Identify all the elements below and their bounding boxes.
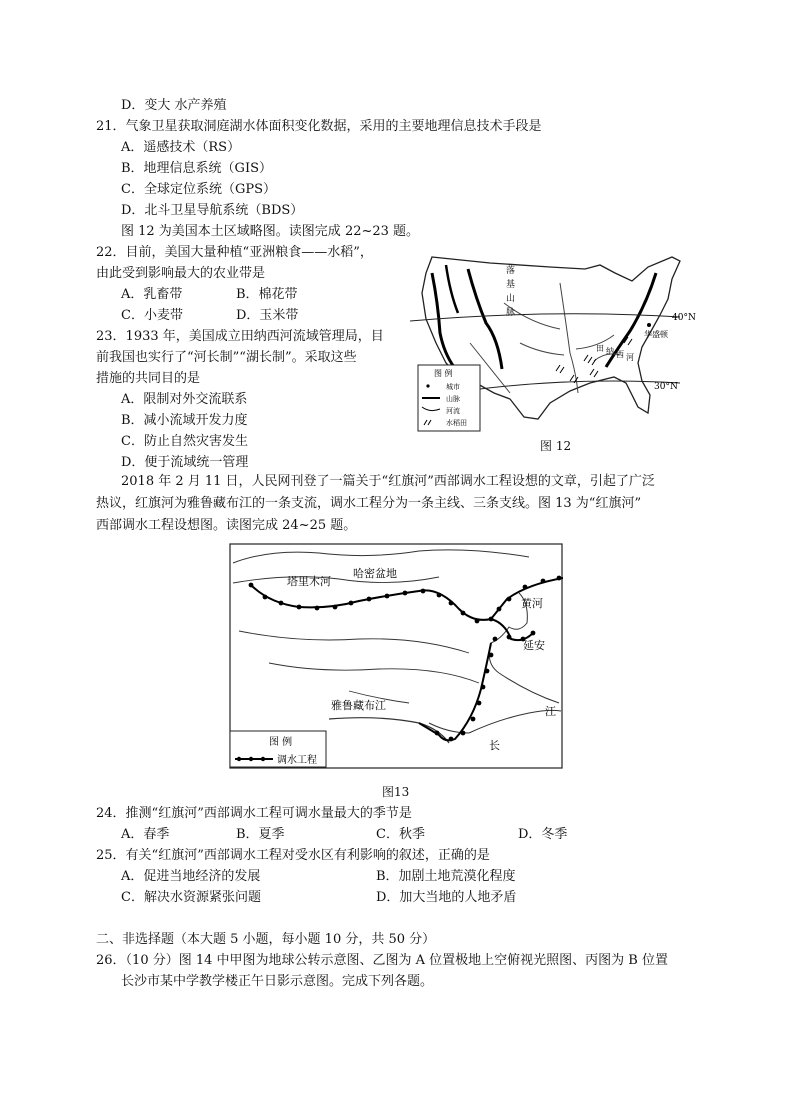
legend-city-icon bbox=[426, 384, 429, 387]
q24-option-d: D．冬季 bbox=[518, 827, 568, 842]
lat-40n-label: 40°N bbox=[672, 313, 696, 323]
chang-label: 长 bbox=[489, 739, 500, 752]
legend-mountain-label: 山脉 bbox=[446, 395, 460, 403]
q26-line2: 长沙市某中学教学楼正午日影示意图。完成下列各题。 bbox=[121, 974, 434, 989]
q22-stem-line1: 22．目前，美国大量种植“亚洲粮食——水稻”， bbox=[96, 245, 373, 260]
fig13-hongqi-map bbox=[229, 543, 563, 769]
fig13-legend-title: 图 例 bbox=[269, 737, 293, 748]
p2018-line1: 2018 年 2 月 11 日，人民网刊登了一篇关于“红旗河”西部调水工程设想的文章，引起了广泛 bbox=[121, 474, 655, 489]
q23-option-b: B．减小流域开发力度 bbox=[121, 413, 248, 428]
q26-line1: 26．（10 分）图 14 中甲图为地球公转示意图、乙图为 A 位置极地上空俯视光照图、丙图为 B 位置 bbox=[96, 953, 668, 968]
q24-option-b: B．夏季 bbox=[236, 827, 285, 842]
yanan-label: 延安 bbox=[523, 639, 545, 652]
fig12-usa-map bbox=[410, 243, 700, 433]
section2-heading: 二、非选择题（本大题 5 小题，每小题 10 分，共 50 分） bbox=[96, 932, 436, 947]
legend-river-label: 河流 bbox=[446, 407, 460, 415]
fig12-caption: 图 12 bbox=[540, 439, 572, 453]
q22-option-c: C．小麦带 bbox=[121, 308, 183, 323]
q23-option-a: A．限制对外交流联系 bbox=[121, 392, 248, 407]
fig12-legend-title: 图 例 bbox=[434, 369, 453, 378]
rocky-label-2: 基 bbox=[506, 280, 516, 290]
tennessee-label-3: 西 bbox=[616, 350, 624, 359]
rocky-label-4: 脉 bbox=[506, 308, 516, 318]
yarlung-label: 雅鲁藏布江 bbox=[331, 699, 386, 712]
huanghe-label: 黄河 bbox=[521, 597, 543, 610]
q21-option-c: C．全球定位系统（GPS） bbox=[121, 182, 276, 197]
p2018-line2: 热议，红旗河为雅鲁藏布江的一条支流，调水工程分为一条主线、三条支线。图 13 为“红旗河” bbox=[96, 496, 642, 511]
jiang-label: 江 bbox=[545, 705, 556, 718]
q20-option-d: D．变大 水产养殖 bbox=[121, 98, 227, 113]
q21-option-b: B．地理信息系统（GIS） bbox=[121, 161, 272, 176]
q23-option-d: D．便于流域统一管理 bbox=[121, 455, 249, 470]
rocky-label-1: 落 bbox=[506, 266, 516, 276]
q25-option-b: B．加剧土地荒漠化程度 bbox=[376, 869, 516, 884]
q23-stem-line2: 前我国也实行了“河长制”“湖长制”。采取这些 bbox=[96, 350, 357, 365]
tennessee-label-1: 田 bbox=[596, 344, 604, 353]
tennessee-label-4: 河 bbox=[626, 353, 634, 362]
tarim-label: 塔里木河 bbox=[287, 575, 331, 588]
city-dot-icon bbox=[647, 323, 651, 327]
q24-stem: 24．推测“红旗河”西部调水工程可调水量最大的季节是 bbox=[96, 806, 412, 821]
q25-option-c: C．解决水资源紧张问题 bbox=[121, 890, 261, 905]
q21-stem: 21．气象卫星获取洞庭湖水体面积变化数据，采用的主要地理信息技术手段是 bbox=[96, 119, 542, 134]
tennessee-label-2: 纳 bbox=[606, 347, 614, 356]
q23-option-c: C．防止自然灾害发生 bbox=[121, 434, 248, 449]
q21-option-a: A．遥感技术（RS） bbox=[121, 140, 241, 155]
hami-label: 哈密盆地 bbox=[353, 567, 397, 580]
p2018-line3: 西部调水工程设想图。读图完成 24~25 题。 bbox=[96, 518, 357, 533]
fig12-intro: 图 12 为美国本土区域略图。读图完成 22~23 题。 bbox=[121, 224, 420, 239]
q22-option-a: A．乳畜带 bbox=[121, 287, 183, 302]
q22-option-d: D．玉米带 bbox=[236, 308, 299, 323]
q22-option-b: B．棉花带 bbox=[236, 287, 298, 302]
legend-city-label: 城市 bbox=[446, 383, 460, 391]
legend-rice-label: 水稻田 bbox=[446, 419, 467, 427]
q24-option-a: A．春季 bbox=[121, 827, 170, 842]
q25-stem: 25．有关“红旗河”西部调水工程对受水区有利影响的叙述，正确的是 bbox=[96, 848, 490, 863]
q23-stem-line3: 措施的共同目的是 bbox=[96, 371, 201, 386]
legend-route-label: 调水工程 bbox=[277, 755, 317, 766]
fig13-caption: 图13 bbox=[382, 785, 410, 799]
q23-stem-line1: 23．1933 年，美国成立田纳西河流域管理局，目 bbox=[96, 329, 384, 344]
lat-30n-label: 30°N bbox=[654, 382, 678, 392]
rocky-label-3: 山 bbox=[506, 294, 516, 304]
q21-option-d: D．北斗卫星导航系统（BDS） bbox=[121, 203, 304, 218]
q25-option-a: A．促进当地经济的发展 bbox=[121, 869, 261, 884]
washington-label: 华盛顿 bbox=[644, 330, 668, 339]
q25-option-d: D．加大当地的人地矛盾 bbox=[376, 890, 517, 905]
q22-stem-line2: 由此受到影响最大的农业带是 bbox=[96, 266, 266, 281]
q24-option-c: C．秋季 bbox=[376, 827, 425, 842]
